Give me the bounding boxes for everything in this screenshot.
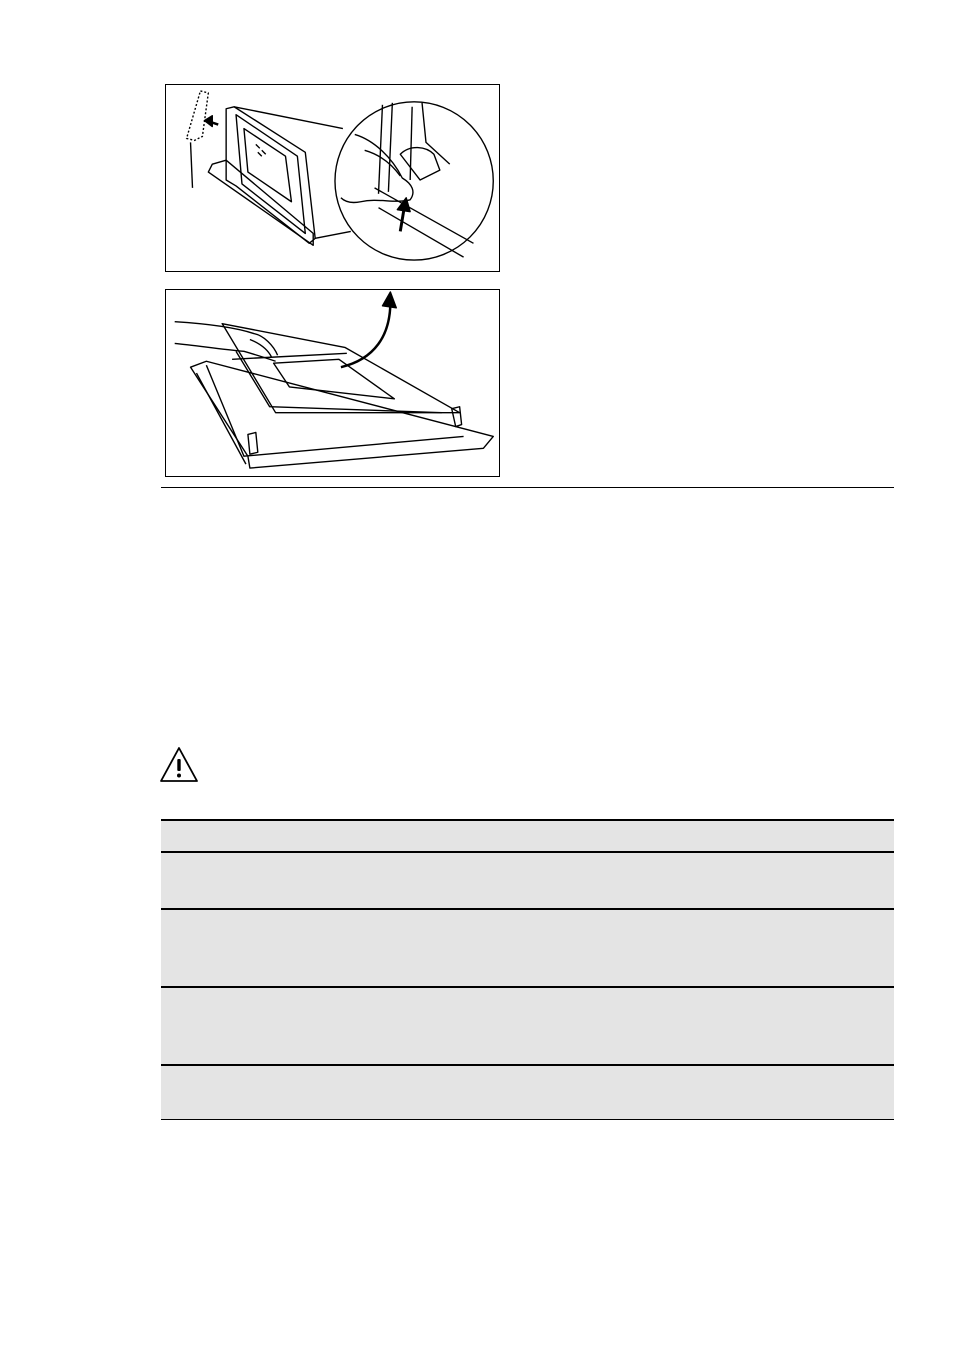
warning-triangle-icon (158, 745, 200, 785)
table-row (161, 853, 894, 909)
section-divider (161, 487, 894, 488)
table-row (161, 909, 894, 987)
troubleshooting-table (161, 819, 894, 1120)
figure-door-glass-lift-out (165, 289, 500, 477)
figure-door-glass-removal (165, 84, 500, 272)
table-row (161, 1065, 894, 1120)
table-row (161, 987, 894, 1065)
table-header-row (161, 819, 894, 853)
door-glass-removal-illustration (166, 85, 499, 271)
door-glass-lift-out-illustration (166, 290, 499, 476)
